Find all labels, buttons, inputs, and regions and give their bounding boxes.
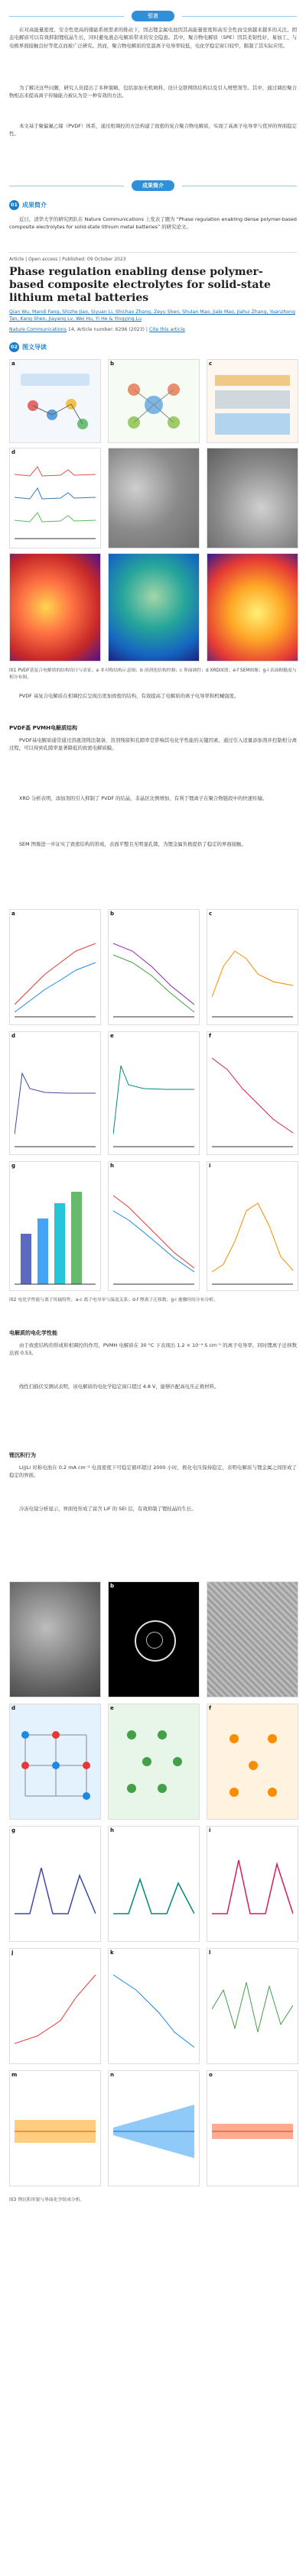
panel-label: g xyxy=(11,1163,16,1169)
line-plot xyxy=(15,1960,96,2059)
section-header-results xyxy=(0,180,306,191)
figure-3-caption: 图3 锂沉积形貌与界面化学组成分析。 xyxy=(9,2198,85,2202)
sem-image xyxy=(207,448,298,548)
panel-label: f xyxy=(209,1033,212,1039)
section-4-paragraph-1: Li||Li 对称电池在 0.2 mA cm⁻² 电流密度下可稳定循环超过 2000 小时，极化电压保持稳定，表明电解质与锂金属之间形成了稳定的界面。 xyxy=(9,1464,297,1479)
panel-label: g xyxy=(11,1827,16,1833)
layer-block xyxy=(215,413,290,435)
results-paragraph: 近日，清华大学的研究团队在 Nature Communications 上发表了题为 “Phase regulation enabling dense polymer-based composite electrolytes for solid-state lithium metal batteries” 的研究论文。 xyxy=(9,216,297,231)
panel-label: b xyxy=(110,361,115,367)
figure-panel-o xyxy=(207,2070,298,2186)
panel-label: d xyxy=(11,1033,16,1039)
figure-panel-c xyxy=(207,359,298,443)
panel-label: h xyxy=(110,1827,114,1833)
figure-panel-e xyxy=(108,1704,200,1820)
section-4-subhead: 锂沉积行为 xyxy=(9,1452,36,1458)
energy-profile xyxy=(15,1837,96,1937)
panel-label: c xyxy=(209,361,213,367)
layer-block xyxy=(215,390,290,409)
figure-panel-h xyxy=(108,1161,200,1291)
line-plot xyxy=(113,1043,194,1150)
panel-label: a xyxy=(11,361,15,367)
figure-panel-h xyxy=(108,1826,200,1942)
section-title: 图文导读 xyxy=(22,344,47,351)
panel-label: n xyxy=(110,2072,114,2078)
figure-panel-a xyxy=(9,359,101,443)
xrd-plot xyxy=(15,459,96,543)
figure-1-caption: 图1 PVDF基复合电解质的结构设计与表征。a 非对称结构示意图；b 溶剂化结构控制；c 界面调控；d XRD图谱；e-f SEM图像；g-i 表面粗糙度与相分布图。 xyxy=(9,668,297,680)
figure-panel-a xyxy=(9,1581,101,1697)
panel-label: e xyxy=(110,1033,114,1039)
lattice-image xyxy=(207,1582,298,1697)
divider xyxy=(182,16,297,17)
line-plot xyxy=(113,1173,194,1287)
heatmap-image xyxy=(207,554,298,661)
panel-label: k xyxy=(110,1950,114,1956)
figure-panel-d xyxy=(9,448,101,549)
divider xyxy=(9,16,124,17)
figure-panel-k xyxy=(108,1948,200,2064)
panel-label: l xyxy=(209,1950,211,1956)
figure-panel-e xyxy=(108,448,200,549)
layer-block xyxy=(215,375,290,386)
line-plot xyxy=(212,921,293,1020)
section-title: 成果简介 xyxy=(22,202,47,209)
figure-panel-b xyxy=(108,359,200,443)
article-journal-line xyxy=(9,327,185,332)
solvation-diagram xyxy=(115,371,193,439)
figure-panel-d xyxy=(9,1031,101,1155)
section-number: 01 xyxy=(9,200,19,210)
figure-panel-i xyxy=(207,1826,298,1942)
panel-label: i xyxy=(209,1163,211,1169)
cycling-plot xyxy=(212,2082,293,2181)
sem-image xyxy=(109,448,199,548)
section-number: 02 xyxy=(9,342,19,352)
section-2-paragraph-3: SEM 图像进一步证实了致密结构的形成，表面平整且无明显孔隙，为锂金属负极提供了稳定的界面接触。 xyxy=(19,841,246,847)
line-plot xyxy=(212,1043,293,1150)
figure-panel-m xyxy=(9,2070,101,2186)
panel-label: d xyxy=(11,1705,16,1711)
figure-panel-f xyxy=(207,1031,298,1155)
panel-label: c xyxy=(209,911,213,917)
energy-profile xyxy=(113,1837,194,1937)
section-3-paragraph-1: 由于致密结构的形成和相调控的作用，PVMH 电解质在 30 °C 下表现出 1.2 × 10⁻⁴ S cm⁻¹ 的离子电导率，同时锂离子迁移数达到 0.53。 xyxy=(9,1342,297,1357)
intro-paragraph-3: 本文基于聚偏氟乙烯（PVDF）体系，通过相调控的方法构建了致密的复合聚合物电解质，实现了高离子电导率与优异的界面稳定性。 xyxy=(9,123,297,138)
line-plot xyxy=(15,921,96,1020)
figure-panel-n xyxy=(108,2070,200,2186)
section-3-paragraph-2: 线性扫描伏安测试表明，该电解质的电化学稳定窗口超过 4.8 V，能够匹配高电压正极材料。 xyxy=(19,1383,220,1390)
panel-label: i xyxy=(209,1827,211,1833)
figure-2 xyxy=(9,909,297,1291)
article-authors[interactable]: Qian Wu, Mandi Fang, Shizhe Jiao, Siyuan Li, Shichao Zhang, Zeyu Shen, Shulan Mao, Jiale Mao, Jiahui Zhang, Yuanzhong Tan, Kang Shen, Jiayang Lv, Wei Hu, Yi He & Yingying Lu xyxy=(9,309,295,322)
article-tags: Article | Open access | Published: 09 October 2023 xyxy=(9,257,126,262)
section-2-paragraph-1: PVDF基电解质通常通过溶液浇铸法制备，溶剂残留和孔隙率是影响其电化学性能的关键因素。通过引入适量添加剂并控制相分离过程，可以得到孔隙率显著降低的致密电解质膜。 xyxy=(9,737,297,752)
section-label: 引言 xyxy=(132,11,174,21)
cite-link[interactable]: Cite this article xyxy=(148,327,185,332)
schematic-block xyxy=(21,374,90,386)
panel-label: b xyxy=(110,911,115,917)
panel-label: d xyxy=(11,449,16,455)
figure-panel-d xyxy=(9,1704,101,1820)
molecule-diagram xyxy=(18,390,94,436)
tem-image xyxy=(10,1582,100,1697)
journal-link[interactable]: Nature Communications xyxy=(9,327,67,332)
panel-label: b xyxy=(110,1583,115,1589)
section-header-intro xyxy=(0,11,306,21)
panel-label: m xyxy=(11,2072,18,2078)
panel-label: j xyxy=(11,1950,14,1956)
panel-label: e xyxy=(110,1705,114,1711)
heatmap-image xyxy=(10,554,100,661)
figure-panel-g xyxy=(9,553,101,662)
figure-1-text: PVDF 基复合电解质在相调控后呈现出更加致密的结构，有效提高了电解质的离子电导率和机械强度。 xyxy=(19,693,239,699)
figure-panel-f xyxy=(207,1704,298,1820)
crystal-structure xyxy=(116,1720,191,1811)
line-plot xyxy=(212,1960,293,2059)
figure-panel-g xyxy=(9,1161,101,1291)
panel-label: h xyxy=(110,1163,114,1169)
figure-3 xyxy=(9,1581,297,2536)
figure-panel-l xyxy=(207,1948,298,2064)
panel-label: a xyxy=(11,911,15,917)
figure-panel-i xyxy=(207,1161,298,1291)
figure-panel-b xyxy=(108,909,200,1025)
section-2-subhead: PVDF基 PVMH电解质结构 xyxy=(9,725,77,731)
panel-label: f xyxy=(209,1705,212,1711)
crystal-structure xyxy=(18,1720,93,1811)
article-title[interactable]: Phase regulation enabling dense polymer-based composite electrolytes for solid-state lithium metal batteries xyxy=(9,266,271,304)
line-plot xyxy=(212,1173,293,1287)
figure-panel-f xyxy=(207,448,298,549)
line-plot xyxy=(113,921,194,1020)
figure-panel-g xyxy=(9,1826,101,1942)
intro-paragraph-1: 在对高能量密度、安全性更高的储能系统需求的推动下，固态锂金属电池因其高能量密度和高安全性而受到越来越多的关注。固态电解质可以有效抑制锂枝晶生长，同时避免液态电解质带来的安全隐患。其中，聚合物电解质（SPE）因其柔韧性好、易加工、与电极界面接触良好等优点而被广泛研究。然而，聚合物电解质的室温离子电导率较低，电化学稳定窗口较窄，限制了其实际应用。 xyxy=(9,27,297,49)
crystal-structure xyxy=(215,1720,290,1811)
figure-panel-h xyxy=(108,553,200,662)
figure-panel-a xyxy=(9,909,101,1025)
figure-1 xyxy=(9,359,297,662)
section-label: 成果简介 xyxy=(132,180,174,191)
line-plot xyxy=(15,1043,96,1150)
cycling-plot xyxy=(15,2082,96,2181)
section-2-paragraph-2: XRD 分析表明，添加剂的引入抑制了 PVDF 的结晶，非晶区比例增加，有利于锂离子在聚合物链段中的快速传输。 xyxy=(19,795,268,801)
figure-panel-i xyxy=(207,553,298,662)
figure-2-caption: 图2 电化学性能与离子传输特性。a-c 离子电导率与温度关系；d-f 锂离子迁移数；g-i 弛豫时间分布分析。 xyxy=(9,1298,218,1303)
separator: | xyxy=(145,327,148,332)
article-number: 14, Article number: 6296 (2023) xyxy=(67,327,145,332)
cycling-plot xyxy=(113,2082,194,2181)
section-3-subhead: 电解质的电化学性能 xyxy=(9,1330,57,1336)
figure-panel-c xyxy=(207,909,298,1025)
divider xyxy=(9,252,297,253)
heatmap-image xyxy=(109,554,199,661)
figure-panel-e xyxy=(108,1031,200,1155)
figure-panel-c xyxy=(207,1581,298,1697)
energy-profile xyxy=(212,1837,293,1937)
line-plot xyxy=(113,1960,194,2059)
intro-paragraph-2: 为了解决这些问题，研究人员提出了多种策略，包括添加无机填料、设计交联网络结构以及引入增塑剂等。其中，通过调控聚合物相态来提高离子传输能力被认为是一种有效的方法。 xyxy=(9,85,297,99)
figure-panel-j xyxy=(9,1948,101,2064)
panel-label: o xyxy=(209,2072,213,2078)
figure-panel-b xyxy=(108,1581,200,1697)
bar-plot xyxy=(15,1173,96,1287)
diffraction-ring xyxy=(146,1632,163,1649)
section-4-paragraph-2: 冷冻电镜分析显示，界面处形成了富含 LiF 的 SEI 层，有效抑制了锂枝晶的生长。 xyxy=(19,1506,197,1512)
